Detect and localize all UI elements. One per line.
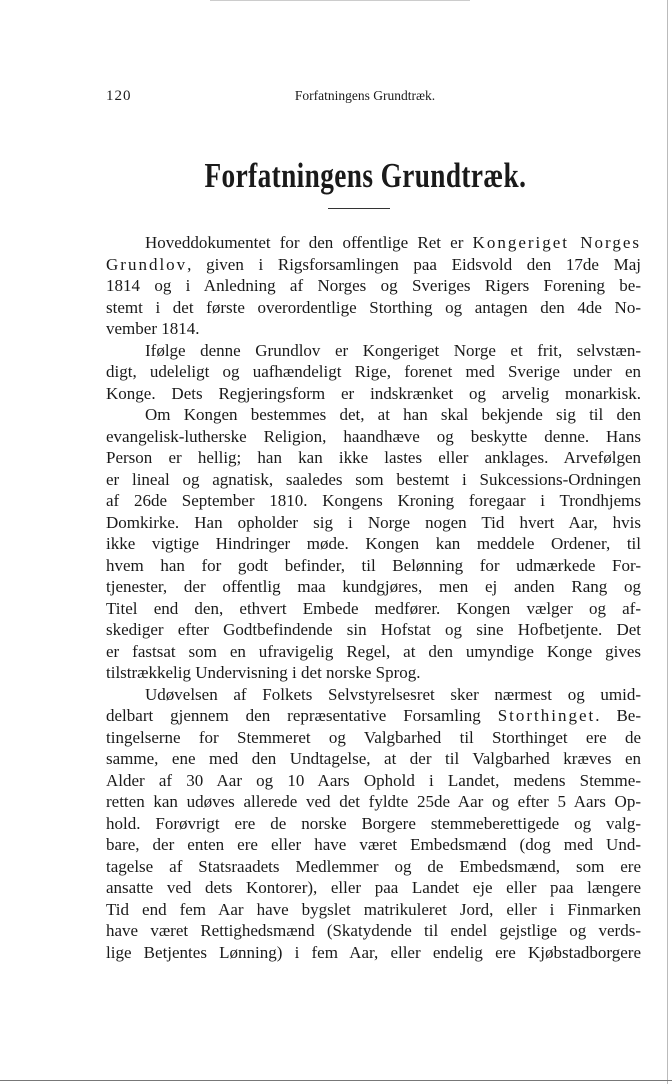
text-line: Person er hellig; han kan ikke lastes eller anklages. Arvefølgen (106, 448, 641, 467)
text-line: tilstrækkelig Undervisning i det norske Sprog. (106, 663, 421, 682)
text-line: Titel end den, ethvert Embede medfører. Kongen vælger og af- (106, 598, 641, 618)
text-segment: , given i Rigsforsamlingen paa Eidsvold den 17de Maj (187, 254, 641, 274)
scan-edge-bottom (0, 1080, 672, 1081)
text-line: have været Rettighedsmænd (Skatydende til endel gejstlige og verds- (106, 921, 641, 940)
text-line (106, 705, 641, 727)
text-line: skediger efter Godtbefindende sin Hofstat og sine Hofbetjente. Det (106, 620, 641, 639)
text-line (106, 232, 641, 254)
text-line: tingelserne for Stemmeret og Valgbarhed til Storthinget ere de (106, 727, 641, 747)
text-line: er fastsat som en ufravigelig Regel, at den umyndige Konge gives (106, 641, 641, 661)
text-line: retten kan udøves allerede ved det fyldte 25de Aar og efter 5 Aars Op- (106, 792, 641, 811)
text-line: Ifølge denne Grundlov er Kongeriget Norge et frit, selvstæn- (145, 340, 641, 360)
running-title: Forfatningens Grundtræk. (294, 88, 436, 103)
text-line: Om Kongen bestemmes det, at han skal bekjende sig til den (145, 405, 641, 424)
text-line: af 26de September 1810. Kongens Kroning foregaar i Trondhjems (106, 491, 641, 510)
text-line: tjenester, der offentlig maa kundgjøres, men ej anden Rang og (106, 577, 641, 596)
page-number: 120 (106, 88, 132, 104)
text-line: Konge. Dets Regjeringsform er indskrænket og arvelig monarkisk. (106, 383, 641, 403)
text-line: Udøvelsen af Folkets Selvstyrelsesret sker nærmest og umid- (145, 684, 641, 704)
text-line: bare, der enten ere eller have været Embedsmænd (dog med Und- (106, 835, 641, 854)
page-title: Forfatningens Grundtræk. (204, 156, 527, 195)
text-line: samme, ene med den Undtagelse, at der til Valgbarhed kræves en (106, 749, 641, 768)
text-line: 1814 og i Anledning af Norges og Sveriges Rigers Forening be- (106, 276, 641, 295)
text-line: tagelse af Statsraadets Medlemmer og de Embedsmænd, som ere (106, 856, 641, 876)
text-line: digt, udeleligt og uafhændeligt Rige, forenet med Sverige under en (106, 362, 641, 381)
text-line: Alder af 30 Aar og 10 Aars Ophold i Landet, medens Stemme- (106, 770, 641, 790)
text-line: hvem han for godt befinder, til Belønning for udmærkede For- (106, 555, 641, 575)
body-text (106, 232, 641, 963)
spaced-text: Storthinget (497, 706, 596, 725)
text-segment: . Be- (595, 706, 642, 725)
text-line: vember 1814. (106, 319, 200, 338)
text-line: Domkirke. Han opholder sig i Norge nogen Tid hvert Aar, hvis (106, 512, 641, 532)
title-divider (328, 208, 390, 209)
text-line: lige Betjentes Lønning) i fem Aar, eller endelig ere Kjøbstadborgere (106, 942, 641, 962)
scan-edge-top (210, 0, 470, 1)
text-segment: Hoveddokumentet for den offentlige Ret er (145, 233, 473, 252)
spaced-text: Kongeriget Norges (472, 233, 641, 252)
text-line: er lineal og agnatisk, saaledes som bestemt i Sukcessions-Ordningen (106, 469, 641, 489)
text-line: hold. Forøvrigt ere de norske Borgere stemmeberettigede og valg- (106, 813, 641, 833)
text-line (106, 254, 641, 276)
text-line: evangelisk-lutherske Religion, haandhæve og beskytte denne. Hans (106, 426, 641, 446)
text-line: Tid end fem Aar have bygslet matrikuleret Jord, eller i Finmarken (106, 899, 641, 919)
scan-edge-right (667, 0, 668, 1084)
spaced-text: Grundlov (106, 254, 188, 274)
text-line: ikke vigtige Hindringer møde. Kongen kan meddele Ordener, til (106, 534, 641, 553)
text-line: ansatte ved dets Kontorer), eller paa Landet eje eller paa længere (106, 878, 641, 897)
text-segment: delbart gjennem den repræsentative Forsamling (106, 706, 498, 725)
text-line: stemt i det første overordentlige Storthing og antagen den 4de No- (106, 297, 641, 317)
